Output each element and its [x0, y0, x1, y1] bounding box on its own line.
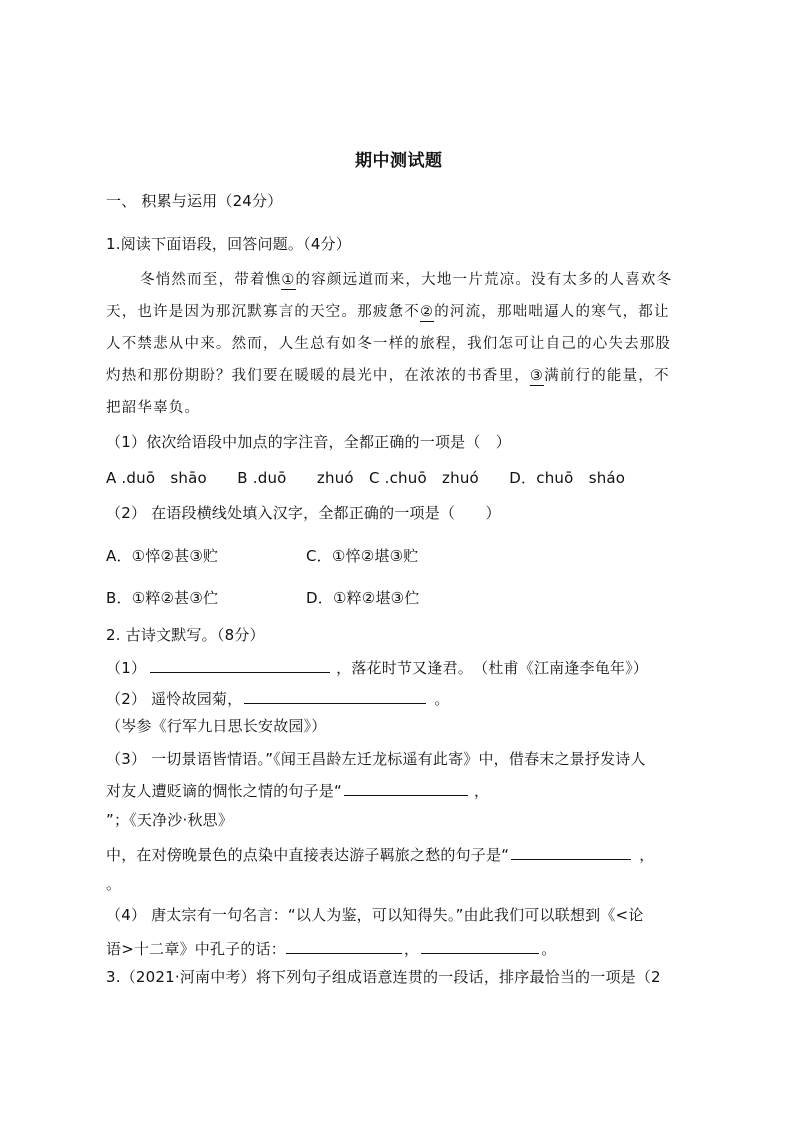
passage-line-4	[106, 366, 670, 386]
part-label: （1）	[106, 659, 147, 677]
passage-text: 灼热和那份期盼？我们要在暖暖的晨光中，在浓浓的书香里，	[106, 368, 530, 384]
passage-text: 满前行的能量，不	[544, 368, 670, 384]
answer-blank[interactable]	[421, 937, 539, 954]
question-3-stem: 3.（2021·河南中考）将下列句子组成语意连贯的一段话，排序最恰当的一项是（2	[106, 968, 661, 986]
answer-blank[interactable]	[150, 656, 330, 673]
q2-part-3-line-3: ”；《天净沙·秋思》	[106, 811, 234, 829]
passage-text: 天，也许是因为那沉默寡言的天空。那疲惫不	[106, 304, 420, 320]
option-d: D．①粹②堪③伫	[306, 589, 420, 607]
q2-part-3-line-4	[106, 843, 654, 865]
q2-part-3-line-5: 。	[106, 875, 122, 893]
passage-line-2	[106, 302, 670, 322]
part-text: 。	[541, 940, 557, 958]
blank-marker-1: ①	[281, 272, 296, 288]
passage-text: 的容颜远道而来，大地一片荒凉。没有太多的人喜欢冬	[295, 272, 673, 288]
q2-part-2	[106, 687, 450, 709]
answer-blank[interactable]	[244, 687, 426, 704]
part-text: 。	[434, 690, 450, 708]
passage-line-3: 人不禁悲从中来。然而，人生总有如冬一样的旅程，我们怎可让自己的心失去那股	[106, 336, 672, 352]
part-text: ，	[639, 846, 655, 864]
blank-marker-2: ②	[420, 304, 435, 320]
passage-text: 冬悄然而至，带着憔	[140, 272, 282, 288]
blank-marker-3: ③	[529, 368, 545, 384]
part-text: 对友人遭贬谪的惆怅之情的句子是“	[106, 782, 342, 800]
passage-line-5: 把韶华辜负。	[106, 400, 201, 416]
part-text: 中，在对傍晚景色的点染中直接表达游子羁旅之愁的句子是“	[106, 846, 510, 864]
option-b: B．①粹②甚③伫	[106, 589, 219, 607]
sub-question-1-stem: （1）依次给语段中加点的字注音，全都正确的一项是（ ）	[106, 433, 511, 451]
sub-question-1-options: A .duō shāo B .duō zhuó C .chuō zhuó D．chuō sháo	[106, 469, 626, 487]
part-text: （2） 遥怜故园菊，	[106, 690, 243, 708]
question-1-stem: 1.阅读下面语段，回答问题。（4分）	[106, 235, 351, 253]
sub-question-2-stem: （2） 在语段横线处填入汉字，全都正确的一项是（ ）	[106, 504, 501, 522]
q2-part-3-line-2	[106, 779, 489, 801]
q2-part-1	[106, 656, 648, 678]
page-title: 期中测试题	[355, 151, 443, 171]
part-text: 语>十二章》中孔子的话：	[106, 940, 286, 958]
part-text: ，	[473, 782, 490, 800]
passage-line-1	[140, 270, 672, 290]
answer-blank[interactable]	[286, 937, 402, 954]
q2-part-4-line-1: （4） 唐太宗有一句名言：“以人为鉴，可以知得失。”由此我们可以联想到《<论	[106, 906, 644, 924]
part-text: ，落花时节又逢君。 （杜甫《江南逢李龟年》）	[336, 659, 649, 677]
part-text: ，	[403, 940, 420, 958]
section-heading: 一、 积累与运用（24分）	[106, 192, 283, 210]
option-c: C．①悴②堪③贮	[306, 547, 419, 565]
q2-part-2-source: （岑参《行军九日思长安故园》）	[106, 717, 327, 735]
answer-blank[interactable]	[511, 843, 631, 860]
answer-blank[interactable]	[344, 779, 468, 796]
q2-part-4-line-2	[106, 937, 556, 959]
passage-text: 的河流，那咄咄逼人的寒气，都让	[434, 304, 670, 320]
q2-part-3-line-1: （3） 一切景语皆情语。”《闻王昌龄左迁龙标遥有此寄》中，借春末之景抒发诗人	[106, 750, 646, 768]
option-a: A．①悴②甚③贮	[106, 547, 219, 565]
question-2-stem: 2. 古诗文默写。（8分）	[106, 626, 265, 644]
